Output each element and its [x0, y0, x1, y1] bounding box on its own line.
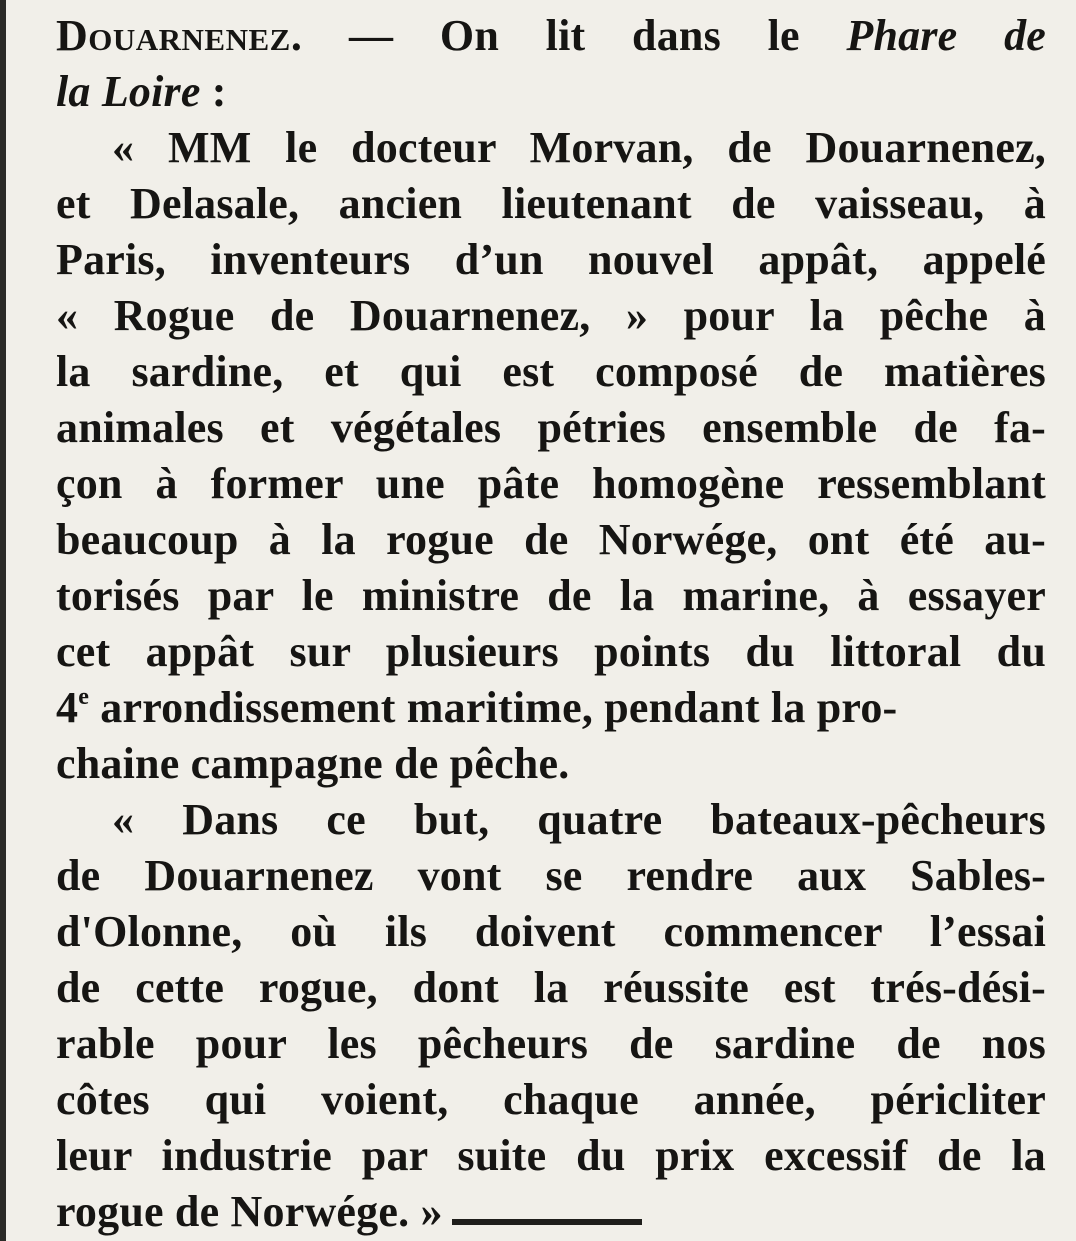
- paragraph-line: côtes qui voient, chaque année, péricliter: [56, 1075, 1046, 1124]
- paragraph-line: et Delasale, ancien lieutenant de vaisseau, à: [56, 179, 1046, 228]
- ordinal-line-text: arrondissement maritime, pendant la pro-: [89, 683, 898, 732]
- paragraph-line: de cette rogue, dont la réussite est trés-dési-: [56, 963, 1046, 1012]
- article-heading-line: [56, 8, 1046, 64]
- dateline-dash: —: [349, 11, 394, 60]
- paragraph-line: cet appât sur plusieurs points du littoral du: [56, 627, 1046, 676]
- paragraph-line-ordinal: [56, 680, 1046, 736]
- paragraph-end-line: chaine campagne de pêche.: [56, 739, 570, 788]
- paragraph-line: « MM le docteur Morvan, de Douarnenez,: [112, 123, 1046, 172]
- paragraph-line: torisés par le ministre de la marine, à essayer: [56, 571, 1046, 620]
- article-intro: On lit dans le: [439, 11, 800, 60]
- dateline: Douarnenez.: [56, 11, 303, 60]
- paragraph-line: d'Olonne, où ils doivent commencer l’essai: [56, 907, 1046, 956]
- paragraph-line: la sardine, et qui est composé de matières: [56, 347, 1046, 396]
- paragraph-end-line: rogue de Norwége. »: [56, 1187, 443, 1236]
- source-title-part-2: la Loire: [56, 67, 201, 116]
- ordinal-number: 4: [56, 683, 79, 732]
- paragraph-line: rable pour les pêcheurs de sardine de nos: [56, 1019, 1046, 1068]
- paragraph-line: animales et végétales pétries ensemble de fa-: [56, 403, 1046, 452]
- column-left-rule: [0, 0, 6, 1241]
- paragraph-line: « Rogue de Douarnenez, » pour la pêche à: [56, 291, 1046, 340]
- paragraph-line: « Dans ce but, quatre bateaux-pêcheurs: [112, 795, 1046, 844]
- ordinal-suffix: e: [78, 684, 90, 710]
- paragraph-line: Paris, inventeurs d’un nouvel appât, appelé: [56, 235, 1046, 284]
- source-colon: :: [200, 67, 227, 116]
- source-title-part-1: Phare de: [846, 11, 1047, 60]
- paragraph-line: çon à former une pâte homogène ressemblant: [56, 459, 1046, 508]
- article-heading-line-2: [56, 64, 1046, 120]
- paragraph-line: beaucoup à la rogue de Norwége, ont été au-: [56, 515, 1046, 564]
- article-separator-rule: [452, 1219, 642, 1225]
- paragraph-line: de Douarnenez vont se rendre aux Sables-: [56, 851, 1046, 900]
- paragraph-line: leur industrie par suite du prix excessif de la: [56, 1131, 1046, 1180]
